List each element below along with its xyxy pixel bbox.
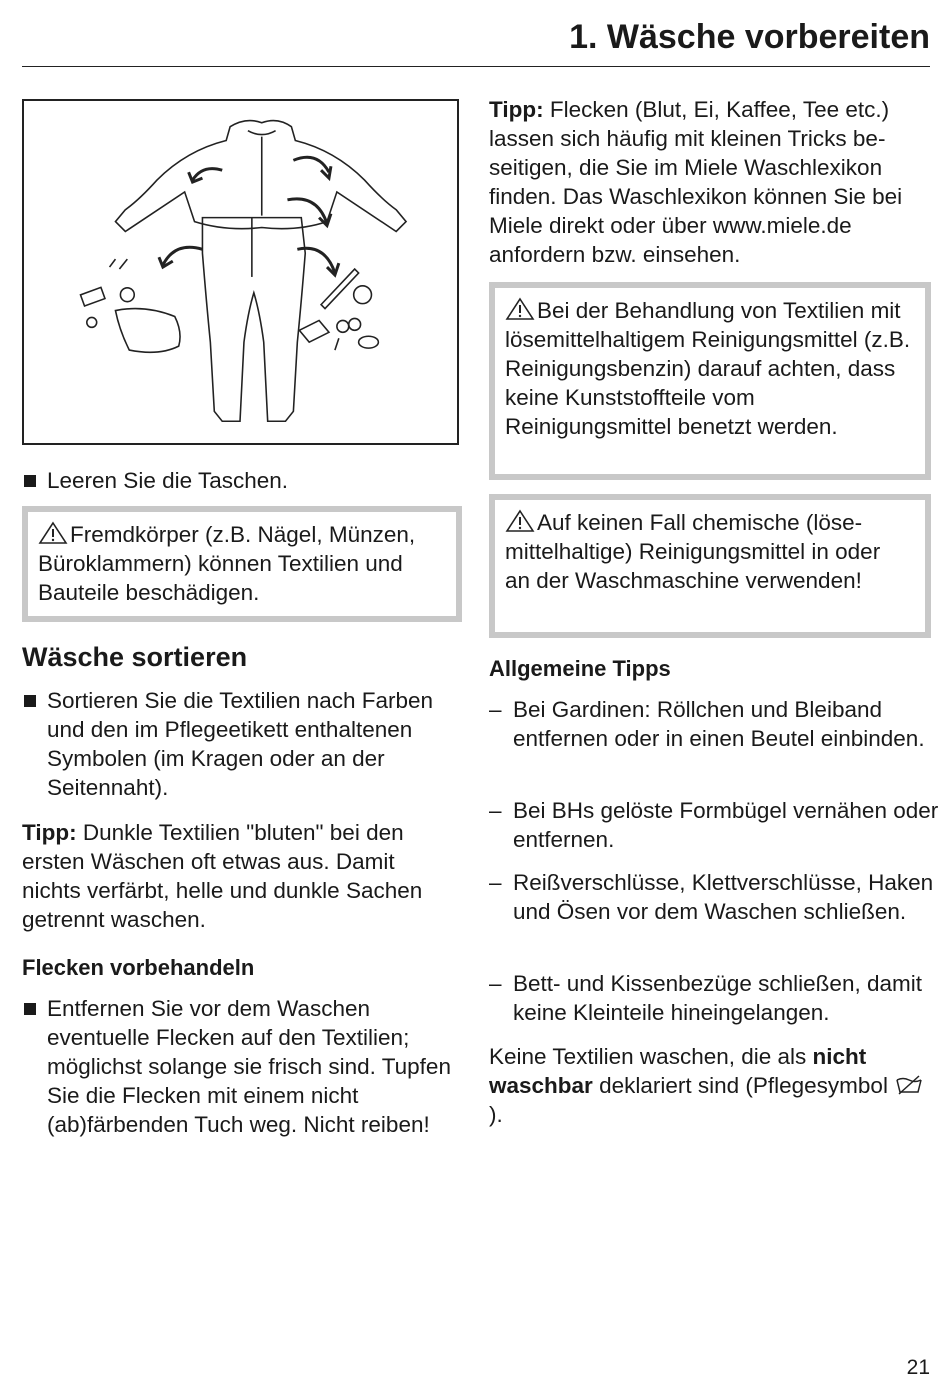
illustration-empty-pockets <box>22 99 459 445</box>
bullet-square-icon <box>24 1003 36 1015</box>
bullet-pretreat-stains: Entfernen Sie vor dem Waschen eventuelle Flecken auf den Textilien; möglichst solange sie frisch sind. Tupfen Sie die Flecken mit einem nicht (ab)färbenden Tuch weg. Nicht reiben! <box>22 994 477 1139</box>
tip-stain-tricks: Tipp: Flecken (Blut, Ei, Kaffee, Tee etc.) lassen sich häufig mit kleinen Tricks beseitigen, die Sie im Miele Waschlexikon finden. Das Waschlexikon können Sie bei Miele direkt oder über www.miele.de anfordern bzw. einsehen. <box>489 97 903 267</box>
page-title: 1. Wäsche vorbereiten <box>569 18 930 56</box>
do-not-wash-icon <box>894 1074 924 1096</box>
heading-sort-laundry: Wäsche sortieren <box>22 642 248 672</box>
heading-general-tips: Allgemeine Tipps <box>489 656 671 681</box>
list-item: – Reißverschlüsse, Klettverschlüsse, Haken und Ösen vor dem Waschen schließen. <box>489 870 934 924</box>
closing-note: Keine Textilien waschen, die als nicht waschbar deklariert sind (Pflegesymbol ). <box>489 1042 934 1129</box>
heading-stains: Flecken vorbehandeln <box>22 955 255 980</box>
warning-box-chemical: Auf keinen Fall chemische (lösemittelhaltige) Reinigungsmittel in oder an der Waschmaschine verwenden! <box>489 494 931 638</box>
warning-triangle-icon <box>38 521 68 545</box>
tip-dark-textiles: Tipp: Dunkle Textilien "bluten" bei den ersten Wäschen oft etwas aus. Damit nichts verfärbt, helle und dunkle Sachen getrennt waschen. <box>22 820 423 932</box>
list-item: – Bett- und Kissenbezüge schließen, damit keine Kleinteile hineingelangen. <box>489 971 922 1025</box>
warning-triangle-icon <box>505 297 535 321</box>
bullet-square-icon <box>24 695 36 707</box>
list-item: – Bei BHs gelöste Formbügel vernähen oder entfernen. <box>489 798 939 852</box>
bullet-square-icon <box>24 475 36 487</box>
page-number: 21 <box>906 1356 930 1379</box>
warning-box-solvent: Bei der Behandlung von Textilien mit lösemittelhaltigem Reinigungsmittel (z.B. Reinigungsbenzin) darauf achten, dass keine Kunststoffteile vom Reinigungsmittel benetzt werden. <box>489 282 931 480</box>
warning-triangle-icon <box>505 509 535 533</box>
bullet-sort-textiles: Sortieren Sie die Textilien nach Farben und den im Pflegeetikett enthaltenen Symbolen (im Kragen oder an der Seitennaht). <box>22 686 472 802</box>
bullet-empty-pockets: Leeren Sie die Taschen. <box>22 466 467 495</box>
header-divider <box>22 66 930 67</box>
list-item: – Bei Gardinen: Röllchen und Bleiband entfernen oder in einen Beutel einbinden. <box>489 697 925 751</box>
warning-box-foreign-objects: Fremdkörper (z.B. Nägel, Münzen, Büroklammern) können Textilien und Bauteile beschädigen. <box>22 506 462 622</box>
